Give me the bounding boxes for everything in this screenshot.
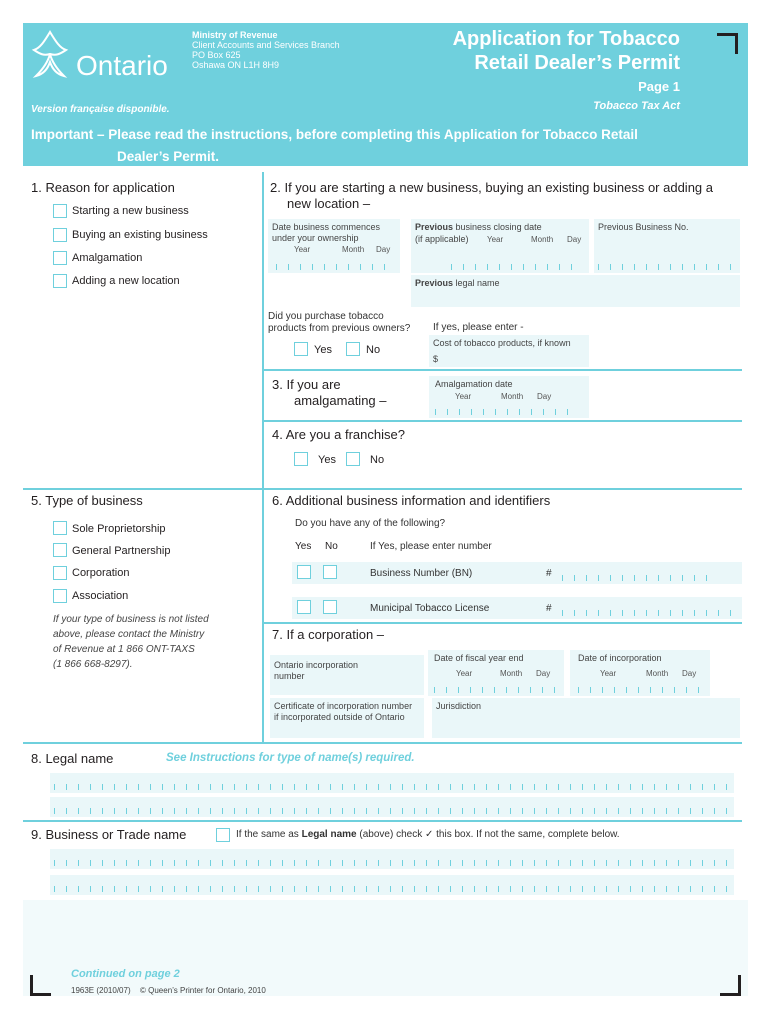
s2-title	[270, 180, 713, 212]
amalgamation-date-field[interactable]	[429, 376, 589, 418]
amalgamation-date-label: Amalgamation date	[435, 379, 513, 389]
closing-date-ticks	[451, 264, 583, 270]
important-notice	[31, 124, 638, 168]
prev-legal-bold: Previous	[415, 278, 454, 288]
purchase-question	[268, 311, 410, 335]
business-type-note	[53, 612, 209, 672]
commence-month-label: Month	[342, 245, 365, 254]
po-box: PO Box 625	[192, 50, 241, 60]
inc-number-line-2: number	[274, 671, 305, 681]
commence-label	[272, 222, 380, 244]
association-checkbox[interactable]	[53, 589, 67, 603]
corner-mark-top-right	[717, 33, 738, 54]
closing-month-label: Month	[531, 235, 554, 244]
buying-existing-business-checkbox[interactable]	[53, 228, 67, 242]
s9-post: (above) check ✓ this box. If not the same, complete below.	[356, 829, 620, 840]
cert-line-2: if incorporated outside of Ontario	[274, 712, 405, 722]
divider-s9	[23, 820, 742, 822]
trillium-logo-icon	[30, 28, 70, 80]
s5-title: 5. Type of business	[31, 493, 143, 508]
bn-hash: #	[546, 568, 552, 579]
legal-name-instruction: See Instructions for type of name(s) required.	[166, 752, 415, 764]
license-yes-checkbox[interactable]	[297, 600, 311, 614]
purchase-yes-label: Yes	[314, 344, 332, 356]
general-partnership-checkbox[interactable]	[53, 543, 67, 557]
ministry-address	[192, 30, 340, 70]
amalgamation-date-ticks	[435, 409, 579, 415]
trade-name-ticks-1	[54, 860, 730, 866]
ministry-name: Ministry of Revenue	[192, 30, 278, 40]
fiscal-day-label: Day	[536, 669, 551, 678]
cost-tobacco-products-field[interactable]	[429, 335, 589, 367]
inc-number-line-1: Ontario incorporation	[274, 660, 359, 670]
sole-proprietorship-label: Sole Proprietorship	[72, 523, 166, 535]
trade-name-line-2[interactable]	[50, 875, 734, 895]
s3-title-line-2: amalgamating –	[294, 393, 387, 408]
s8-title: 8. Legal name	[31, 751, 114, 766]
page-number: Page 1	[638, 79, 680, 94]
form-title	[390, 27, 680, 75]
legal-name-ticks-2	[54, 808, 730, 814]
trade-name-line-1[interactable]	[50, 849, 734, 869]
corner-mark-bottom-left	[30, 975, 51, 996]
same-as-legal-name-label	[236, 829, 620, 840]
cert-label	[274, 701, 412, 723]
legal-name-ticks-1	[54, 784, 730, 790]
s6-title: 6. Additional business information and identifiers	[272, 493, 551, 508]
franchise-no-label: No	[370, 454, 385, 466]
license-no-checkbox[interactable]	[323, 600, 337, 614]
note-line-4: (1 866 668-8297).	[53, 659, 133, 670]
purchase-line-2: products from previous owners?	[268, 323, 411, 334]
divider-s3	[262, 369, 742, 371]
ontario-incorporation-number-field[interactable]	[270, 655, 424, 695]
s2-title-line-1: 2. If you are starting a new business, buying an existing business or adding a	[270, 180, 713, 195]
form-number: 1963E (2010/07)	[71, 986, 131, 995]
closing-label	[415, 222, 542, 233]
inc-date-label: Date of incorporation	[578, 653, 662, 663]
important-line-1: Important – Please read the instructions, before completing this Application for Tobacco Retail	[31, 127, 638, 142]
date-business-commences-field[interactable]	[268, 219, 400, 273]
divider-vertical-top	[262, 172, 264, 488]
closing-label-bold: Previous	[415, 222, 454, 232]
title-line-1: Application for Tobacco	[452, 28, 680, 50]
footer-band	[23, 900, 748, 996]
french-version-link[interactable]: Version française disponible.	[31, 104, 170, 115]
cert-line-1: Certificate of incorporation number	[274, 701, 413, 711]
s6-if-yes-label: If Yes, please enter number	[370, 541, 492, 552]
important-line-2: Dealer’s Permit.	[117, 149, 220, 164]
title-line-2: Retail Dealer’s Permit	[474, 52, 680, 74]
divider-s5	[23, 488, 742, 490]
same-as-legal-name-checkbox[interactable]	[216, 828, 230, 842]
previous-legal-name-field[interactable]	[411, 275, 740, 307]
inc-date-ticks	[578, 687, 702, 693]
copyright: © Queen’s Printer for Ontario, 2010	[140, 986, 266, 995]
inc-month-label: Month	[646, 669, 669, 678]
cost-label: Cost of tobacco products, if known	[433, 338, 571, 348]
if-applicable-label: (if applicable)	[415, 234, 469, 244]
adding-new-location-label: Adding a new location	[72, 275, 180, 287]
corporation-label: Corporation	[72, 567, 130, 579]
buying-existing-business-label: Buying an existing business	[72, 229, 208, 241]
commence-label-line-1: Date business commences	[272, 222, 381, 232]
prev-legal-label	[415, 278, 500, 289]
previous-closing-date-field[interactable]	[411, 219, 589, 273]
note-line-2: above, please contact the Ministry	[53, 629, 205, 640]
continued-label: Continued on page 2	[71, 968, 180, 980]
cost-dollar: $	[433, 354, 439, 364]
closing-year-label: Year	[487, 235, 504, 244]
ontario-wordmark: Ontario	[76, 50, 168, 81]
purchase-no-label: No	[366, 344, 381, 356]
s4-title: 4. Are you a franchise?	[272, 427, 405, 442]
certificate-number-field[interactable]	[270, 698, 424, 738]
s1-title: 1. Reason for application	[31, 180, 175, 195]
franchise-yes-label: Yes	[318, 454, 336, 466]
tobacco-tax-act: Tobacco Tax Act	[593, 100, 680, 112]
s9-bold: Legal name	[301, 829, 357, 840]
inc-day-label: Day	[682, 669, 697, 678]
branch-name: Client Accounts and Services Branch	[192, 40, 340, 50]
previous-business-number-field[interactable]	[594, 219, 740, 273]
fiscal-year-label: Year	[456, 669, 473, 678]
s3-title-line-1: 3. If you are	[272, 377, 341, 392]
note-line-3: of Revenue at 1 866 ONT-TAXS	[53, 644, 195, 655]
commence-date-ticks	[276, 264, 396, 270]
closing-day-label: Day	[567, 235, 582, 244]
amalgamation-year-label: Year	[455, 392, 472, 401]
commence-label-line-2: under your ownership	[272, 233, 359, 243]
prev-legal-rest: legal name	[453, 278, 500, 288]
bn-no-checkbox[interactable]	[323, 565, 337, 579]
legal-name-line-1[interactable]	[50, 773, 734, 793]
divider-s7	[262, 622, 742, 624]
legal-name-line-2[interactable]	[50, 797, 734, 817]
s3-title	[272, 377, 387, 409]
city: Oshawa ON L1H 8H9	[192, 60, 280, 70]
jurisdiction-field[interactable]	[432, 698, 740, 738]
purchase-no-checkbox[interactable]	[346, 342, 360, 356]
s6-no-header: No	[325, 541, 338, 552]
divider-vertical-mid	[262, 490, 264, 742]
divider-s4	[262, 420, 742, 422]
fiscal-label: Date of fiscal year end	[434, 653, 524, 663]
corner-mark-bottom-right	[720, 975, 741, 996]
prev-bn-label: Previous Business No.	[598, 222, 689, 232]
bn-label: Business Number (BN)	[370, 568, 473, 579]
s9-title: 9. Business or Trade name	[31, 827, 187, 842]
s6-question: Do you have any of the following?	[295, 518, 446, 529]
purchase-yes-checkbox[interactable]	[294, 342, 308, 356]
license-label: Municipal Tobacco License	[370, 603, 490, 614]
commence-day-label: Day	[376, 245, 391, 254]
trade-name-ticks-2	[54, 886, 730, 892]
bn-yes-checkbox[interactable]	[297, 565, 311, 579]
commence-year-label: Year	[294, 245, 311, 254]
corporation-checkbox[interactable]	[53, 566, 67, 580]
fiscal-month-label: Month	[500, 669, 523, 678]
starting-new-business-checkbox[interactable]	[53, 204, 67, 218]
closing-label-rest: business closing date	[453, 222, 542, 232]
sole-proprietorship-checkbox[interactable]	[53, 521, 67, 535]
fiscal-date-ticks	[434, 687, 558, 693]
s9-pre: If the same as	[236, 829, 302, 840]
inc-number-label	[274, 660, 358, 682]
s6-yes-header: Yes	[295, 541, 312, 552]
amalgamation-label: Amalgamation	[72, 252, 143, 264]
inc-year-label: Year	[600, 669, 617, 678]
purchase-line-1: Did you purchase tobacco	[268, 311, 384, 322]
amalgamation-month-label: Month	[501, 392, 524, 401]
fiscal-year-end-field[interactable]	[428, 650, 564, 696]
association-label: Association	[72, 590, 129, 602]
prev-bn-ticks	[598, 264, 734, 270]
license-hash: #	[546, 603, 552, 614]
starting-new-business-label: Starting a new business	[72, 205, 189, 217]
amalgamation-day-label: Day	[537, 392, 552, 401]
bn-input[interactable]	[562, 575, 708, 581]
note-line-1: If your type of business is not listed	[53, 614, 209, 625]
franchise-yes-checkbox[interactable]	[294, 452, 308, 466]
franchise-no-checkbox[interactable]	[346, 452, 360, 466]
general-partnership-label: General Partnership	[72, 545, 171, 557]
if-yes-enter-label: If yes, please enter -	[433, 322, 524, 333]
adding-new-location-checkbox[interactable]	[53, 274, 67, 288]
divider-s8	[23, 742, 742, 744]
date-of-incorporation-field[interactable]	[570, 650, 710, 696]
jurisdiction-label: Jurisdiction	[436, 701, 482, 711]
amalgamation-checkbox[interactable]	[53, 251, 67, 265]
license-input[interactable]	[562, 610, 732, 616]
s7-title: 7. If a corporation –	[272, 627, 385, 642]
s2-title-line-2: new location –	[287, 196, 371, 211]
